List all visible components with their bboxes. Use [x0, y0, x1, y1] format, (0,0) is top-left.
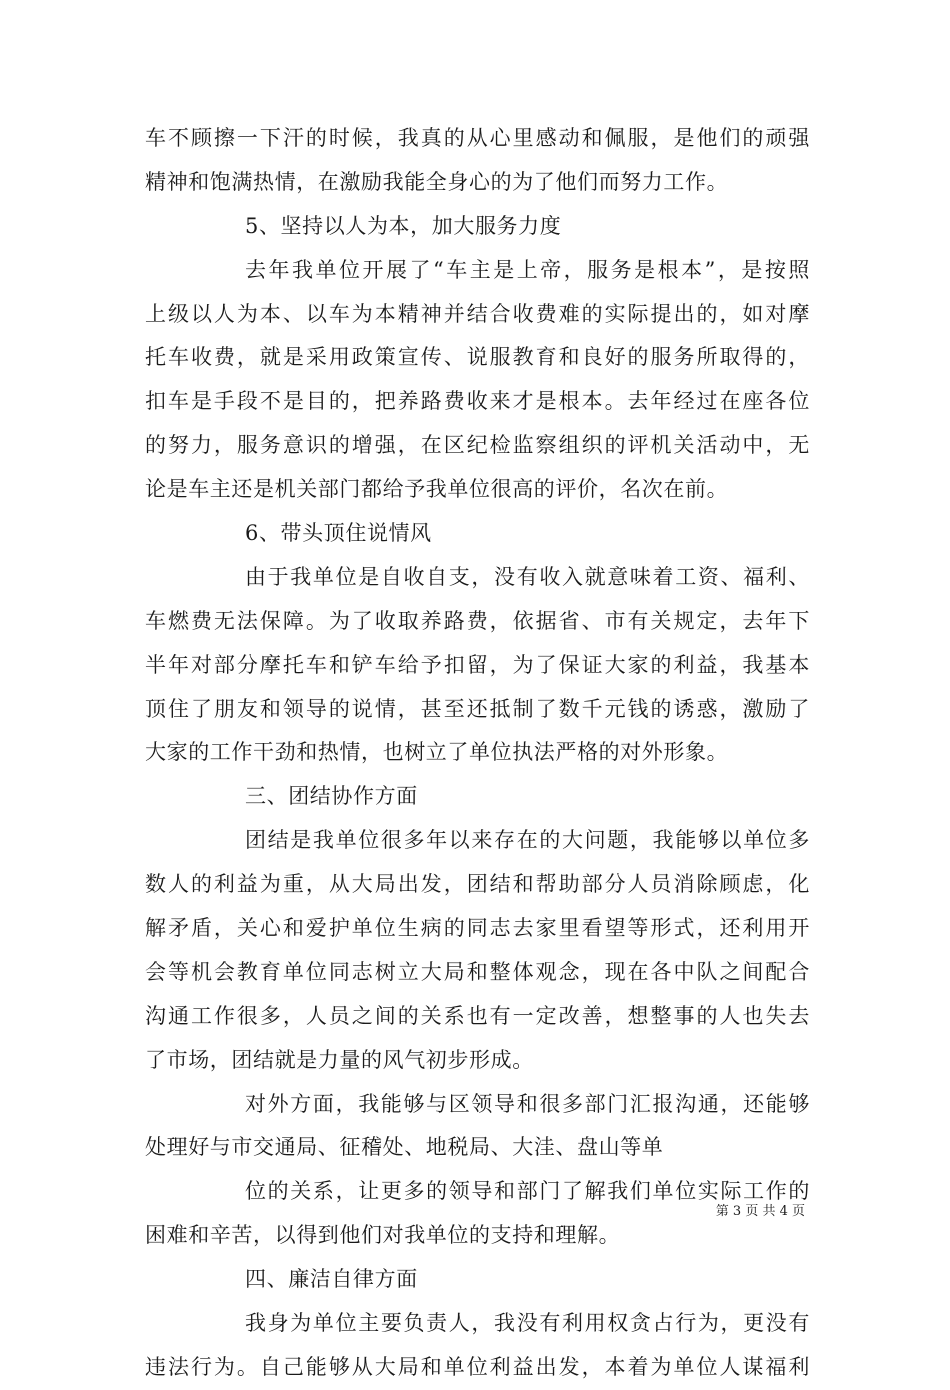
body-text	[145, 117, 810, 1390]
section-heading: 6、带头顶住说情风	[245, 521, 432, 546]
text-line: 论是车主还是机关部门都给予我单位很高的评价，名次在前。	[145, 477, 729, 502]
text-line: 团结是我单位很多年以来存在的大问题，我能够以单位多	[245, 828, 810, 853]
text-line: 了市场，团结就是力量的风气初步形成。	[145, 1047, 534, 1072]
text-line: 车燃费无法保障。为了收取养路费，依据省、市有关规定，去年下	[145, 608, 810, 633]
text-line: 我身为单位主要负责人，我没有利用权贪占行为，更没有	[245, 1311, 810, 1336]
text-line: 困难和辛苦，以得到他们对我单位的支持和理解。	[145, 1223, 621, 1248]
text-line: 由于我单位是自收自支，没有收入就意味着工资、福利、	[245, 564, 810, 589]
text-line: 精神和饱满热情，在激励我能全身心的为了他们而努力工作。	[145, 169, 729, 194]
page-number-footer: 第 3 页 共 4 页	[715, 1204, 805, 1219]
text-line: 车不顾擦一下汗的时候，我真的从心里感动和佩服，是他们的顽强	[145, 126, 810, 150]
text-line: 数人的利益为重，从大局出发，团结和帮助部分人员消除顾虑，化	[145, 872, 810, 897]
section-heading: 三、团结协作方面	[245, 784, 418, 809]
text-line: 沟通工作很多，人员之间的关系也有一定改善，想整事的人也失去	[145, 1003, 810, 1028]
text-line: 上级以人为本、以车为本精神并结合收费难的实际提出的，如对摩	[145, 301, 810, 326]
text-line: 半年对部分摩托车和铲车给予扣留，为了保证大家的利益，我基本	[145, 652, 810, 677]
text-line: 扣车是手段不是目的，把养路费收来才是根本。去年经过在座各位	[145, 389, 810, 414]
text-line: 违法行为。自己能够从大局和单位利益出发，本着为单位人谋福利	[145, 1354, 810, 1379]
text-line: 大家的工作干劲和热情，也树立了单位执法严格的对外形象。	[145, 740, 729, 765]
text-line: 位的关系，让更多的领导和部门了解我们单位实际工作的	[245, 1179, 810, 1204]
section-heading: 5、坚持以人为本，加大服务力度	[245, 213, 562, 238]
text-line: 托车收费，就是采用政策宣传、说服教育和良好的服务所取得的，	[145, 345, 810, 370]
text-line: 去年我单位开展了“车主是上帝，服务是根本”，是按照	[245, 257, 810, 282]
text-line: 顶住了朋友和领导的说情，甚至还抵制了数千元钱的诱惑，激励了	[145, 696, 810, 721]
text-line: 对外方面，我能够与区领导和很多部门汇报沟通，还能够	[245, 1091, 810, 1116]
text-line: 处理好与市交通局、征稽处、地税局、大洼、盘山等单	[145, 1135, 664, 1160]
text-line: 解矛盾，关心和爱护单位生病的同志去家里看望等形式，还利用开	[145, 916, 810, 941]
text-line: 的努力，服务意识的增强，在区纪检监察组织的评机关活动中，无	[145, 433, 810, 458]
section-heading: 四、廉洁自律方面	[245, 1267, 418, 1292]
text-line: 会等机会教育单位同志树立大局和整体观念，现在各中队之间配合	[145, 959, 810, 984]
